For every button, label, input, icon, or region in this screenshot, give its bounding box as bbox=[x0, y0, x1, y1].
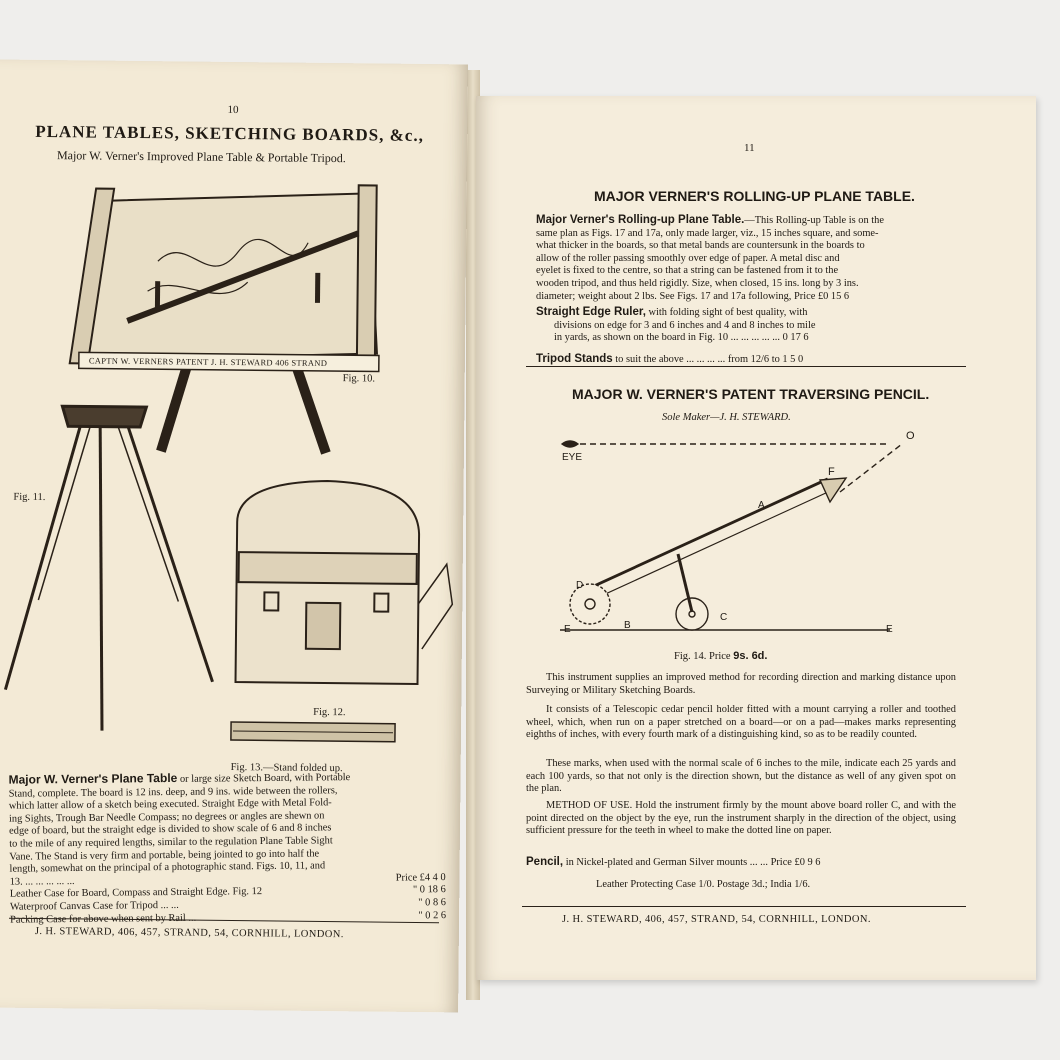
label-e-right: E bbox=[886, 624, 893, 635]
intro-paragraph: This instrument supplies an improved method for recording direction and marking distance upon Surveying or Military Sketching Boards. bbox=[526, 672, 956, 696]
desc-line: what thicker in the boards, so that metal bands are countersunk in the boards to bbox=[536, 240, 865, 252]
desc-line: same plan as Figs. 17 and 17a, only made larger, viz., 15 inches square, and some- bbox=[536, 227, 879, 239]
desc-line: diameter; weight about 2 lbs. See Figs. 17 and 17a following, Price £0 15 6 bbox=[536, 290, 850, 302]
fig14-label: Fig. 14. Price bbox=[674, 651, 731, 662]
ruler-line: divisions on edge for 3 and 6 inches and 4 and 8 inches to mile bbox=[554, 319, 816, 331]
left-subheading: Major W. Verner's Improved Plane Table & Portable Tripod. bbox=[56, 148, 346, 166]
price-row: 13. ... ... ... ... ... Price £4 4 0 bbox=[9, 871, 446, 888]
left-desc-line: which latter allow of a sketch being executed. Straight Edge with Metal Fold- bbox=[8, 797, 332, 812]
left-desc-line: to the mile of any required lengths, similar to the regulation Plane Table Sight bbox=[9, 835, 333, 850]
desc-line: wooden tripod, and thus held rigidly. Size, when closed, 15 ins. long by 3 ins. bbox=[536, 277, 859, 289]
left-desc-line: Vane. The Stand is very firm and portable, being jointed to go into half the bbox=[9, 847, 320, 863]
fig10-caption: Fig. 10. bbox=[342, 373, 376, 385]
price-row: Waterproof Canvas Case for Tripod ... ... " 0 8 6 bbox=[9, 897, 446, 913]
label-eye: EYE bbox=[562, 452, 583, 463]
method-paragraph: METHOD OF USE. Hold the instrument firmly by the mount above board roller C, and with the point directed on the object by the eye, run the instrument sharply in the direction of the object, using sufficient pressure for the teeth in wheel to make the dotted line on paper. bbox=[526, 800, 956, 837]
tripod-illustration bbox=[0, 400, 230, 752]
traversing-pencil-heading: MAJOR W. VERNER'S PATENT TRAVERSING PENCIL. bbox=[572, 386, 930, 402]
folded-stand-illustration bbox=[229, 716, 399, 748]
rolling-table-heading: MAJOR VERNER'S ROLLING-UP PLANE TABLE. bbox=[594, 188, 915, 204]
label-e-left: E bbox=[564, 624, 571, 635]
price-row: Leather Case for Board, Compass and Straight Edge. Fig. 12 " 0 18 6 bbox=[9, 884, 446, 901]
left-page-number: 10 bbox=[227, 103, 239, 117]
left-page bbox=[0, 60, 468, 1013]
left-desc-line: ing Sights, Trough Bar Needle Compass; no degrees or angles are shewn on bbox=[8, 810, 325, 825]
pencil-title: Pencil, bbox=[526, 856, 564, 868]
left-desc-line: length, somewhat on the principal of a photographic stand. Figs. 10, 11, and bbox=[9, 860, 326, 875]
fig11-caption: Fig. 11. bbox=[13, 491, 46, 504]
pencil-text: in Nickel-plated and German Silver mounts ... ... Price £0 9 6 bbox=[565, 857, 821, 868]
left-desc-line: or large size Sketch Board, with Portable bbox=[179, 772, 351, 785]
label-d: D bbox=[576, 580, 584, 591]
ruler-title: Straight Edge Ruler, bbox=[536, 306, 646, 319]
sole-maker: Sole Maker—J. H. STEWARD. bbox=[662, 412, 791, 423]
label-c: C bbox=[720, 612, 728, 623]
left-heading: PLANE TABLES, SKETCHING BOARDS, &c., bbox=[35, 121, 425, 145]
board-inscription: CAPTN W. VERNERS PATENT J. H. STEWARD 406 STRAND bbox=[88, 355, 328, 368]
right-footer: J. H. STEWARD, 406, 457, STRAND, 54, CORNHILL, LONDON. bbox=[562, 914, 871, 925]
price-row: Packing Case for above when sent by Rail ... " 0 2 6 bbox=[10, 909, 447, 926]
left-desc-title: Major W. Verner's Plane Table bbox=[8, 770, 178, 787]
desc-line: eyelet is fixed to the centre, so that a string can be fastened from it to the bbox=[536, 265, 839, 277]
left-desc-line: Stand, complete. The board is 12 ins. deep, and 9 ins. wide between the rollers, bbox=[8, 784, 338, 800]
scale-paragraph: These marks, when used with the normal scale of 6 inches to the mile, indicate each 25 yards and each 100 yards, so that not only is the direction shown, but the distance as well of any given spot on the plan. bbox=[526, 758, 956, 795]
fig13-caption: Fig. 13.—Stand folded up. bbox=[230, 762, 343, 775]
fig12-caption: Fig. 12. bbox=[313, 706, 346, 719]
traversing-pencil-diagram bbox=[550, 434, 930, 640]
tripod-title: Tripod Stands bbox=[536, 352, 613, 365]
left-description bbox=[9, 769, 447, 927]
label-f: F bbox=[828, 466, 835, 478]
tripod-text: to suit the above ... ... ... ... from 12/6 to 1 5 0 bbox=[615, 353, 804, 365]
construction-paragraph: It consists of a Telescopic cedar pencil holder fitted with a mount carrying a roller and toothed wheel, which, when run on a paper stretched on a board—or on a pad—makes marks representing eighths of inches, with every fourth mark of a distinguishing kind, so as to be readily counted. bbox=[526, 704, 956, 741]
fig14-price: 9s. 6d. bbox=[733, 650, 768, 662]
right-page-number: 11 bbox=[744, 142, 755, 154]
pencil-price-line bbox=[526, 856, 956, 870]
rolling-table-description bbox=[536, 214, 956, 367]
ruler-line: with folding sight of best quality, with bbox=[648, 307, 808, 319]
label-a: A bbox=[758, 500, 765, 511]
fig14-caption bbox=[674, 650, 767, 662]
right-page bbox=[476, 96, 1036, 980]
label-o: O bbox=[906, 430, 915, 442]
desc-line: —This Rolling-up Table is on the bbox=[744, 215, 884, 226]
right-footer-rule bbox=[522, 906, 966, 907]
desc-line: allow of the roller passing smoothly over edge of paper. A metal disc and bbox=[536, 252, 840, 264]
rolling-table-title: Major Verner's Rolling-up Plane Table. bbox=[536, 214, 745, 226]
label-b: B bbox=[624, 620, 631, 631]
left-footer: J. H. STEWARD, 406, 457, STRAND, 54, CORNHILL, LONDON. bbox=[34, 925, 344, 941]
left-desc-line: edge of board, but the straight edge is divided to show scale of 6 and 8 inches bbox=[9, 822, 332, 838]
section-rule bbox=[526, 366, 966, 367]
case-postage-line: Leather Protecting Case 1/0. Postage 3d.; India 1/6. bbox=[596, 879, 811, 890]
leather-case-illustration bbox=[225, 472, 457, 704]
ruler-line: in yards, as shown on the board in Fig. 10 ... ... ... ... ... 0 17 6 bbox=[554, 332, 809, 344]
